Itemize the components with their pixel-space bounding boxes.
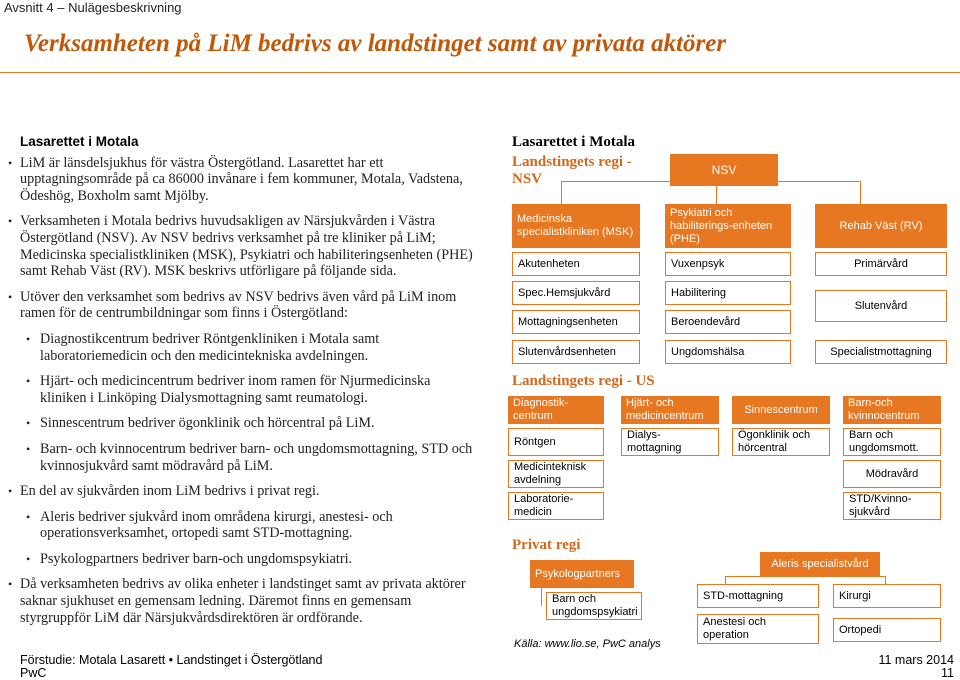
sub-bullet-s5: • Aleris bedriver sjukvård inom områdena kirurgi, anestesi- och operationsverksamhet, ortopedi samt STD-mottagning. [40, 509, 480, 542]
phe-box: Psykiatri och habiliterings-enheten (PHE) [665, 204, 791, 248]
sub-bullet-s3: • Sinnescentrum bedriver ögonklinik och hörcentral på LiM. [40, 415, 480, 432]
sub-bullet-s2: • Hjärt- och medicincentrum bedriver inom ramen för Njurmedicinska kliniken i Linköping Dialysmottagning samt reumatologi. [40, 373, 480, 406]
diag-item: Medicinteknisk avdelning [508, 460, 604, 488]
msk-item: Slutenvårdsenheten [512, 340, 640, 364]
footer-date: 11 mars 2014 [878, 653, 954, 667]
barn-item: Barn och ungdomsmott. [843, 428, 941, 456]
msk-item: Akutenheten [512, 252, 640, 276]
barn-item: Mödravård [843, 460, 941, 488]
aleris-item: Kirurgi [833, 584, 941, 608]
barn-box: Barn-och kvinnocentrum [843, 396, 941, 424]
sub-bullet-s6: • Psykologpartners bedriver barn-och ungdomspsykiatri. [40, 551, 480, 568]
phe-item: Beroendevård [665, 310, 791, 334]
diag-box: Diagnostik-centrum [508, 396, 604, 424]
footer-left: Förstudie: Motala Lasarett • Landstinget i Östergötland [20, 653, 323, 667]
aleris-connector-h [725, 576, 885, 577]
aleris-item: Anestesi och operation [697, 614, 819, 644]
section-header: Avsnitt 4 – Nulägesbeskrivning [4, 0, 182, 15]
phe-item: Vuxenpsyk [665, 252, 791, 276]
nsv-box: NSV [670, 154, 778, 186]
section-nsv-label: Landstingets regi - NSV [512, 154, 632, 187]
hjart-item: Dialys-mottagning [621, 428, 719, 456]
page-title: Verksamheten på LiM bedrivs av landstinget samt av privata aktörer [24, 30, 727, 57]
bullet-p4: • En del av sjukvården inom LiM bedrivs i privat regi. [20, 483, 480, 500]
left-text-column [20, 134, 480, 635]
phe-item: Habilitering [665, 281, 791, 305]
rv-box: Rehab Väst (RV) [815, 204, 947, 248]
nsv-connector-msk [561, 181, 562, 204]
rv-item: Primärvård [815, 252, 947, 276]
barn-item: STD/Kvinno-sjukvård [843, 492, 941, 520]
source-note: Källa: www.lio.se, PwC analys [514, 638, 661, 650]
diag-item: Laboratorie-medicin [508, 492, 604, 520]
footer-company: PwC [20, 666, 47, 680]
aleris-item: STD-mottagning [697, 584, 819, 608]
rv-item: Specialistmottagning [815, 340, 947, 364]
bullet-p5: • Då verksamheten bedrivs av olika enheter i landstinget samt av privata aktörer saknar sjukhuset en gemensam ledning. Däremot finns en gemensam styrgruppför LiM där Närsjukvårdsdirektören är ordförande. [20, 576, 480, 626]
bullet-p2: • Verksamheten i Motala bedrivs huvudsakligen av Närsjukvården i Västra Östergötland (NSV). Av NSV bedrivs verksamhet på tre kliniker på LiM; Medicinska specialistkliniken (MSK), Psykiatri och habiliteringsenheten (PHE) samt Rehab Väst (RV). MSK beskrivs utförligare på följande sida. [20, 213, 480, 279]
left-heading: Lasarettet i Motala [20, 134, 139, 149]
psyk-item: Barn och ungdomspsykiatri [546, 592, 642, 620]
section-private-label: Privat regi [512, 537, 581, 553]
aleris-item: Ortopedi [833, 618, 941, 642]
bullet-p1: • LiM är länsdelsjukhus för västra Östergötland. Lasarettet har ett upptagningsområde på ca 86000 invånare i fem kommuner, Motala, Vadstena, Ödeshög, Boxholm samt Mjölby. [20, 155, 480, 205]
psyk-connector [541, 588, 542, 606]
aleris-box: Aleris specialistvård [760, 552, 880, 576]
sub-bullet-s4: • Barn- och kvinnocentrum bedriver barn- och ungdomsmottagning, STD och kvinnosjukvård samt mödravård på LiM. [40, 441, 480, 474]
msk-box: Medicinska specialistkliniken (MSK) [512, 204, 640, 248]
diagram-heading: Lasarettet i Motala [512, 134, 636, 150]
hjart-box: Hjärt- och medicincentrum [621, 396, 719, 424]
title-divider [0, 72, 960, 73]
phe-item: Ungdomshälsa [665, 340, 791, 364]
left-bullets [20, 155, 480, 627]
sub-bullet-s1: • Diagnostikcentrum bedriver Röntgenkliniken i Motala samt laboratoriemedicin och den medicintekniska avdelningen. [40, 331, 480, 364]
bullet-p3: • Utöver den verksamhet som bedrivs av NSV bedrivs även vård på LiM inom ramen för de centrumbildningar som finns i Östergötland: [20, 289, 480, 322]
diag-item: Röntgen [508, 428, 604, 456]
nsv-connector-rv [860, 181, 861, 204]
page-number: 11 [941, 666, 954, 680]
sinnes-box: Sinnescentrum [732, 396, 830, 424]
section-us-label: Landstingets regi - US [512, 373, 655, 389]
rv-item: Slutenvård [815, 290, 947, 322]
psyk-box: Psykologpartners [530, 560, 634, 588]
msk-item: Spec.Hemsjukvård [512, 281, 640, 305]
sinnes-item: Ögonklinik och hörcentral [732, 428, 830, 456]
msk-item: Mottagningsenheten [512, 310, 640, 334]
